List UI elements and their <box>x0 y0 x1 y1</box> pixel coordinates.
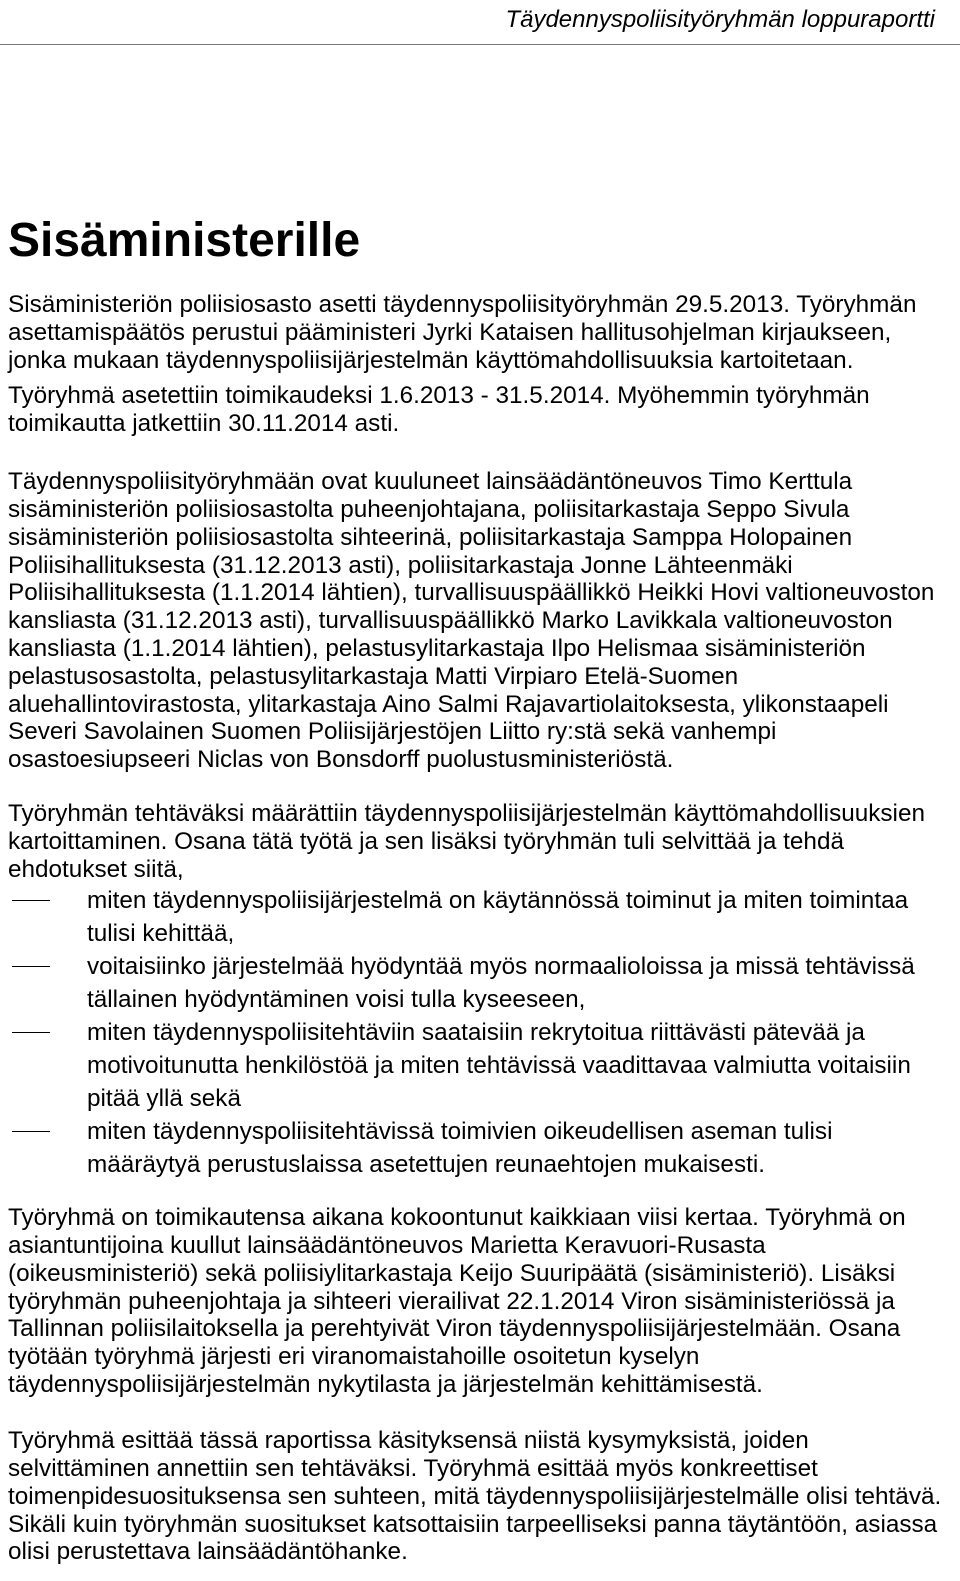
text-line: kartoittaminen. Osana tätä työtä ja sen lisäksi työryhmän tuli selvittää ja tehdä <box>8 828 844 856</box>
task-list <box>0 884 960 1181</box>
text-line: pitää yllä sekä <box>87 1084 241 1112</box>
text-line: aluehallintovirastosta, ylitarkastaja Aino Salmi Rajavartiolaitoksesta, ylikonstaapeli <box>8 690 889 718</box>
text-line: selvittäminen annettiin sen tehtäväksi. Työryhmä esittää myös konkreettiset <box>8 1455 818 1483</box>
list-item <box>0 950 960 1016</box>
text-line: voitaisiinko järjestelmää hyödyntää myös normaalioloissa ja missä tehtävissä <box>87 952 915 980</box>
text-line: Työryhmä on toimikautensa aikana kokoontunut kaikkiaan viisi kertaa. Työryhmä on <box>8 1204 906 1232</box>
text-line: miten täydennyspoliisijärjestelmä on käytännössä toiminut ja miten toimintaa <box>87 886 909 914</box>
text-line: sisäministeriön poliisiosastolta sihteerinä, poliisitarkastaja Samppa Holopainen <box>8 523 853 551</box>
text-line: Poliisihallituksesta (31.12.2013 asti), poliisitarkastaja Jonne Lähteenmäki <box>8 551 793 579</box>
paragraph-conclusion <box>8 1427 941 1566</box>
list-bullet-dash <box>12 1032 50 1033</box>
paragraph-intro <box>8 291 916 437</box>
text-line: miten täydennyspoliisitehtäviin saataisiin rekrytoitua riittävästi pätevää ja <box>87 1018 865 1046</box>
list-item <box>0 1016 960 1115</box>
text-line: Tallinnan poliisilaitoksella ja perehtyivät Viron täydennyspoliisijärjestelmään. Osana <box>8 1315 901 1343</box>
page-title: Sisäministerille <box>8 214 361 267</box>
list-bullet-dash <box>12 1131 50 1132</box>
text-line: asettamispäätös perustui pääministeri Jyrki Kataisen hallitusohjelman kirjaukseen, <box>8 319 892 347</box>
paragraph-members <box>8 468 934 774</box>
text-line: Työryhmä esittää tässä raportissa käsityksensä niistä kysymyksistä, joiden <box>8 1427 809 1455</box>
text-line: sisäministeriön poliisiosastolta puheenjohtajana, poliisitarkastaja Seppo Sivula <box>8 496 850 524</box>
paragraph-meetings <box>8 1204 906 1399</box>
header-divider <box>0 44 960 45</box>
text-line: tulisi kehittää, <box>87 919 235 947</box>
text-line: Poliisihallituksesta (1.1.2014 lähtien), turvallisuuspäällikkö Heikki Hovi valtioneuvoston <box>8 579 935 607</box>
text-line: Työryhmä asetettiin toimikaudeksi 1.6.2013 - 31.5.2014. Myöhemmin työryhmän <box>8 381 870 409</box>
list-item <box>0 884 960 950</box>
text-line: Severi Savolainen Suomen Poliisijärjestöjen Liitto ry:stä sekä vanhempi <box>8 718 777 746</box>
text-line: pelastusosastolta, pelastusylitarkastaja Matti Virpiaro Etelä-Suomen <box>8 662 739 690</box>
text-line: työryhmän puheenjohtaja ja sihteeri vierailivat 22.1.2014 Viron sisäministeriössä ja <box>8 1287 895 1315</box>
text-line: Työryhmän tehtäväksi määrättiin täydennyspoliisijärjestelmän käyttömahdollisuuksien <box>8 800 925 828</box>
text-line: jonka mukaan täydennyspoliisijärjestelmän käyttömahdollisuuksia kartoitetaan. <box>8 346 854 374</box>
text-line: motivoitunutta henkilöstöä ja miten tehtävissä vaadittavaa valmiutta voitaisiin <box>87 1051 911 1079</box>
text-line: asiantuntijoina kuullut lainsäädäntöneuvos Marietta Keravuori-Rusasta <box>8 1232 766 1260</box>
text-line: olisi perustettava lainsäädäntöhanke. <box>8 1538 408 1566</box>
text-line: Täydennyspoliisityöryhmään ovat kuuluneet lainsäädäntöneuvos Timo Kerttula <box>8 468 853 496</box>
text-line: toimikautta jatkettiin 30.11.2014 asti. <box>8 409 400 437</box>
text-line: (oikeusministeriö) sekä poliisiylitarkastaja Keijo Suuripäätä (sisäministeriö). Lisäksi <box>8 1259 896 1287</box>
text-line: kansliasta (31.12.2013 asti), turvallisuuspäällikkö Marko Lavikkala valtioneuvoston <box>8 607 893 635</box>
paragraph-task-intro <box>8 800 925 883</box>
running-header-title: Täydennyspoliisityöryhmän loppuraportti <box>505 6 935 33</box>
text-line: kansliasta (1.1.2014 lähtien), pelastusylitarkastaja Ilpo Helismaa sisäministeriön <box>8 635 866 663</box>
text-line: Sikäli kuin työryhmän suositukset katsottaisiin tarpeelliseksi panna täytäntöön, asiassa <box>8 1510 938 1538</box>
text-line: täydennyspoliisijärjestelmän nykytilasta ja järjestelmän kehittämisestä. <box>8 1371 763 1399</box>
list-item <box>0 1115 960 1181</box>
text-line: ehdotukset siitä, <box>8 855 184 883</box>
text-line: toimenpidesuosituksensa sen suhteen, mitä täydennyspoliisijärjestelmälle olisi tehtävä. <box>8 1482 942 1510</box>
list-bullet-dash <box>12 900 50 901</box>
text-line: Sisäministeriön poliisiosasto asetti täydennyspoliisityöryhmän 29.5.2013. Työryhmän <box>8 291 917 319</box>
text-line: työtään työryhmä järjesti eri viranomaistahoille osoitetun kyselyn <box>8 1343 700 1371</box>
text-line: määräytyä perustuslaissa asetettujen reunaehtojen mukaisesti. <box>87 1150 765 1178</box>
text-line: osastoesiupseeri Niclas von Bonsdorff puolustusministeriöstä. <box>8 746 674 774</box>
text-line: miten täydennyspoliisitehtävissä toimivien oikeudellisen aseman tulisi <box>87 1117 833 1145</box>
text-line: tällainen hyödyntäminen voisi tulla kyseeseen, <box>87 985 586 1013</box>
list-bullet-dash <box>12 966 50 967</box>
